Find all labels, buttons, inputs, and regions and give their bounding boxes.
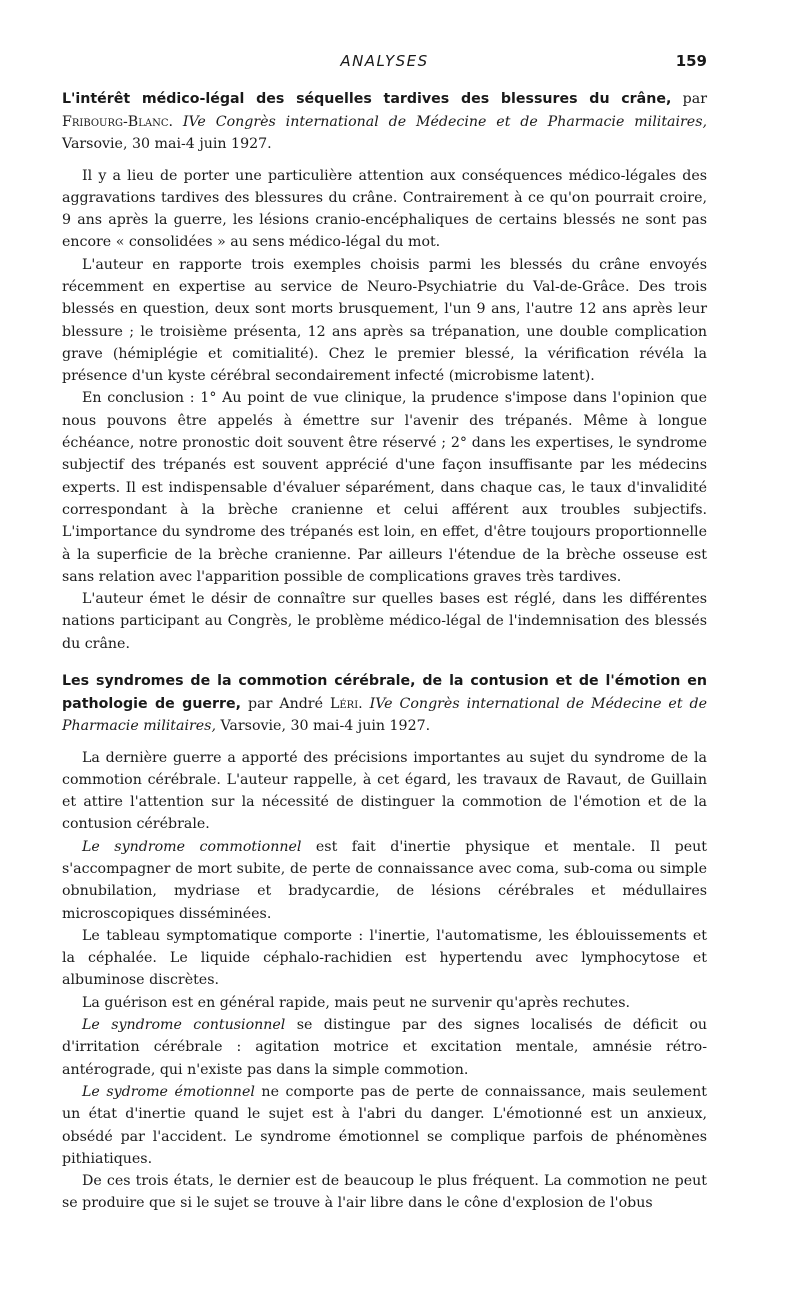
article-author: Fribourg-Blanc.: [62, 113, 173, 130]
syndrome-term: Le sydrome émotionnel: [82, 1083, 255, 1100]
paragraph: [62, 1014, 707, 1081]
paragraph: En conclusion : 1° Au point de vue clinique, la prudence s'impose dans l'opinion que nous pouvons être appelés à émettre sur l'avenir des trépanés. Même à longue échéance, notre pronostic doit souvent être réservé ; 2° dans les expertises, le syndrome subjectif des trépanés est souvent apprécié d'une façon insuffisante par les médecins experts. Il est indispensable d'évaluer séparément, dans chaque cas, le taux d'invalidité correspondant à la brèche cranienne et celui afférent aux troubles subjectifs. L'importance du syndrome des trépanés est loin, en effet, d'être toujours proportionnelle à la superficie de la brèche cranienne. Par ailleurs l'étendue de la brèche osseuse est sans relation avec l'apparition possible de complications graves très tardives.: [62, 390, 707, 585]
paragraph-text: est fait d'inertie physique et mentale. Il peut s'accompagner de mort subite, de perte de connaissance avec coma, sub-coma ou simple obnubilation, mydriase et bradycardie, de lésions cérébrales et médullaires microscopiques disséminées.: [62, 838, 707, 922]
article-author: Léri.: [329, 695, 363, 712]
running-title: ANALYSES: [340, 52, 429, 70]
paragraph: L'auteur émet le désir de connaître sur quelles bases est réglé, dans les différentes nations participant au Congrès, le problème médico-légal de l'indemnisation des blessés du crâne.: [62, 591, 707, 652]
byline-word: par André: [248, 695, 323, 712]
paragraph-text: se distingue par des signes localisés de déficit ou d'irritation cérébrale : agitation motrice et excitation mentale, amnésie rétro-antérograde, qui n'existe pas dans la simple commotion.: [62, 1017, 707, 1078]
paragraph: La guérison est en général rapide, mais peut ne survenir qu'après rechutes.: [82, 994, 630, 1011]
article-title: Les syndromes de la commotion cérébrale, de la contusion et de l'émotion en pathologie de guerre,: [62, 673, 707, 712]
article-heading: [62, 88, 707, 156]
paragraph: [62, 836, 707, 925]
conference-place-date: Varsovie, 30 mai-4 juin 1927.: [220, 718, 431, 734]
conference-place-date: Varsovie, 30 mai-4 juin 1927.: [62, 136, 272, 152]
paragraph: Il y a lieu de porter une particulière attention aux conséquences médico-légales des aggravations tardives des blessures du crâne. Contrairement à ce qu'on pourrait croire, 9 ans après la guerre, les lésions cranio-encéphaliques de certains blessés ne sont pas encore « consolidées » au sens médico-légal du mot.: [62, 167, 707, 251]
article-fribourg-blanc: [62, 88, 707, 655]
paragraph-text: ne comporte pas de perte de connaissance, mais seulement un état d'inertie quand le sujet est à l'abri du danger. L'émotionné est un anxieux, obsédé par l'accident. Le syndrome émotionnel se complique parfois de phénomènes pithiatiques.: [62, 1083, 707, 1167]
conference-name: IVe Congrès international de Médecine et de Pharmacie militaires,: [182, 113, 707, 130]
paragraph: De ces trois états, le dernier est de beaucoup le plus fréquent. La commotion ne peut se produire que si le sujet se trouve à l'air libre dans le cône d'explosion de l'obus: [62, 1173, 707, 1212]
paragraph: La dernière guerre a apporté des précisions importantes au sujet du syndrome de la commotion cérébrale. L'auteur rappelle, à cet égard, les travaux de Ravaut, de Guillain et attire l'attention sur la nécessité de distinguer la commotion de l'émotion et de la contusion cérébrale.: [62, 749, 707, 833]
page-number: 159: [675, 52, 707, 70]
article-title: L'intérêt médico-légal des séquelles tardives des blessures du crâne,: [62, 91, 672, 107]
syndrome-term: Le syndrome contusionnel: [82, 1017, 286, 1034]
article-leri: [62, 670, 707, 1215]
page-header: [62, 52, 707, 76]
paragraph: L'auteur en rapporte trois exemples choisis parmi les blessés du crâne envoyés récemment en expertise au service de Neuro-Psychiatrie du Val-de-Grâce. Des trois blessés en question, deux sont morts brusquement, l'un 9 ans, l'autre 12 ans après leur blessure ; le troisième présenta, 12 ans après sa trépanation, une double complication grave (hémiplégie et comitialité). Chez le premier blessé, la vérification révéla la présence d'un kyste cérébral secondairement infecté (microbisme latent).: [62, 256, 707, 385]
byline-word: par: [682, 91, 707, 107]
conference-name: IVe Congrès international de Médecine et de Pharmacie militaires,: [62, 695, 707, 734]
paragraph: [62, 1081, 707, 1170]
article-heading: [62, 670, 707, 738]
paragraph: Le tableau symptomatique comporte : l'inertie, l'automatisme, les éblouissements et la céphalée. Le liquide céphalo-rachidien est hypertendu avec lymphocytose et albuminose discrètes.: [62, 927, 707, 989]
syndrome-term: Le syndrome commotionnel: [82, 838, 302, 855]
